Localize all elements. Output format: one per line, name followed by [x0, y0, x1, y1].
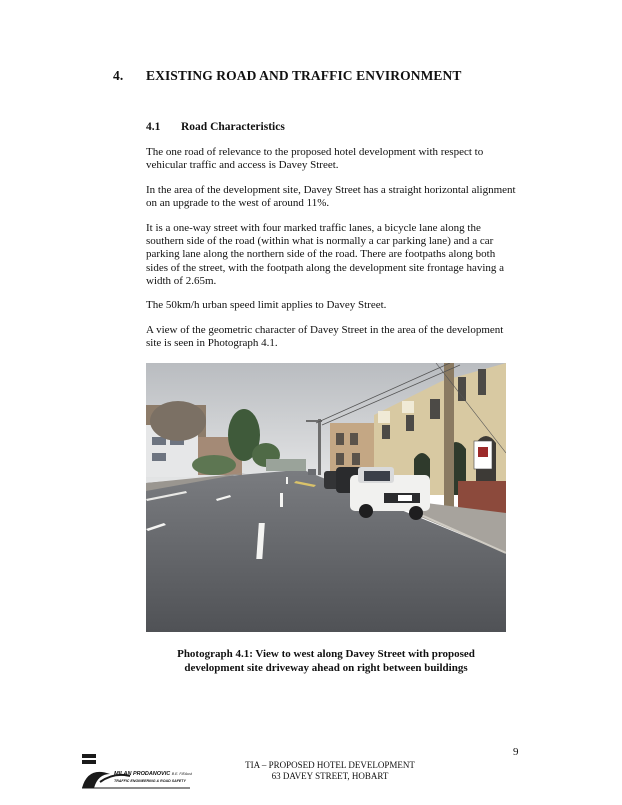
paragraph-speed-limit: The 50km/h urban speed limit applies to Davey Street.: [146, 299, 387, 311]
logo-tagline: TRAFFIC ENGINEERING & ROAD SAFETY: [114, 779, 186, 783]
subsection-heading: [146, 121, 285, 133]
photo-caption-line-1: Photograph 4.1: View to west along Davey Street with proposed: [177, 648, 475, 660]
section-heading: [113, 68, 462, 84]
footer-line-1: TIA – PROPOSED HOTEL DEVELOPMENT: [245, 760, 415, 770]
logo-name: [114, 771, 192, 777]
logo-name-text: MILAN PRODANOVIC: [114, 771, 171, 777]
logo-name-suffix: B.E. FIEAust: [171, 772, 192, 776]
street-photograph: [146, 363, 506, 632]
paragraph-relevance: The one road of relevance to the proposed hotel development with respect to vehicular traffic and access is Davey Street.: [146, 146, 484, 172]
photo-caption: [146, 648, 506, 675]
street-photo-drawing: [146, 363, 506, 632]
photo-caption-line-2: development site driveway ahead on right between buildings: [184, 661, 468, 674]
paragraph-lanes: It is a one-way street with four marked traffic lanes, a bicycle lane along the southern side of the road (within what is normally a car parking lane) and a car parking lane along the northern side of the road. There are footpaths along both sides of the street, with the footpath along the development site frontage having a width of 2.65m.: [146, 222, 505, 287]
subsection-title: Road Characteristics: [181, 121, 285, 133]
footer-line-2: 63 DAVEY STREET, HOBART: [271, 771, 389, 781]
page-number: 9: [513, 746, 519, 758]
section-number: 4.: [113, 68, 124, 83]
subsection-number: 4.1: [146, 121, 161, 133]
section-title: EXISTING ROAD AND TRAFFIC ENVIRONMENT: [146, 68, 462, 83]
paragraph-photo-reference: A view of the geometric character of Davey Street in the area of the development site is seen in Photograph 4.1.: [146, 324, 504, 350]
paragraph-alignment: In the area of the development site, Davey Street has a straight horizontal alignment on an upgrade to the west of around 11%.: [146, 184, 516, 210]
page-footer: [230, 760, 430, 782]
company-logo: [80, 752, 192, 790]
